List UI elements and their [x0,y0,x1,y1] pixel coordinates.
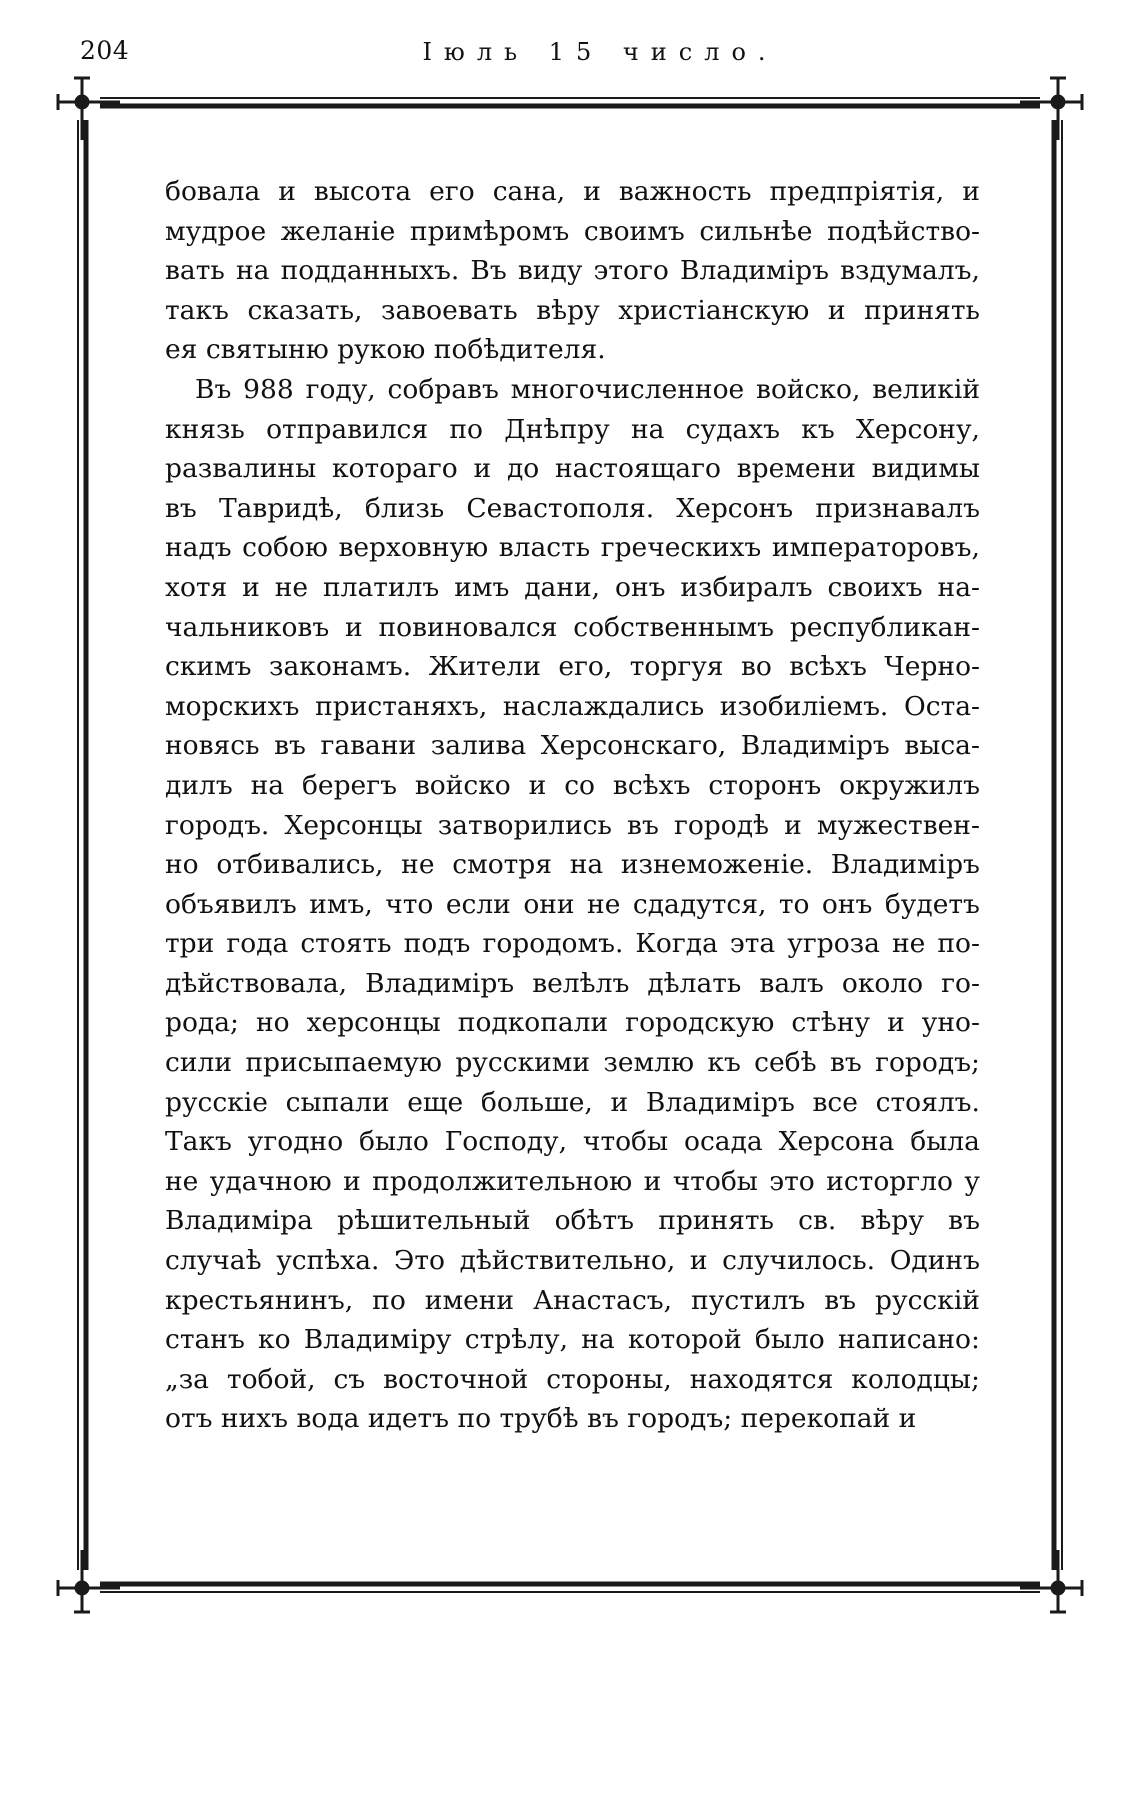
text-line: отъ нихъ вода идетъ по трубѣ въ городъ; перекопай и [165,1403,917,1435]
text-line: Въ 988 году, собравъ многочисленное войско, великій [195,373,980,405]
text-line: Владиміра рѣшительный обѣтъ принять св. вѣру въ [165,1205,980,1237]
text-line: Такъ угодно было Господу, чтобы осада Херсона была [165,1126,980,1158]
text-line: рода; но херсонцы подкопали городскую стѣну и уно- [165,1007,980,1039]
corner-cross-top-right-icon [1020,78,1082,140]
text-line: такъ сказать, завоевать вѣру христіанскую и принять [165,294,980,326]
text-line: дѣйствовала, Владиміръ велѣлъ дѣлать валъ около го- [165,967,980,999]
text-line: „за тобой, съ восточной стороны, находятся колодцы; [165,1363,980,1395]
text-line: надъ собою верховную власть греческихъ императоровъ, [165,532,980,564]
text-line: вать на подданныхъ. Въ виду этого Владиміръ вздумалъ, [165,255,980,287]
text-line: объявилъ имъ, что если они не сдадутся, то онъ будетъ [165,888,980,920]
text-line: бовала и высота его сана, и важность предпріятія, и [165,176,980,207]
text-line: русскіе сыпали еще больше, и Владиміръ все стоялъ. [165,1086,980,1118]
text-line: но отбивались, не смотря на изнеможеніе. Владиміръ [165,849,980,881]
text-line: чальниковъ и повиновался собственнымъ республикан- [165,611,980,643]
corner-cross-top-left-icon [58,78,120,140]
running-title: Іюль 15 число. [422,38,778,66]
corner-cross-bottom-left-icon [58,1550,120,1612]
text-line: крестьянинъ, по имени Анастасъ, пустилъ въ русскій [165,1284,980,1316]
corner-cross-bottom-right-icon [1020,1550,1082,1612]
text-line: хотя и не платилъ имъ дани, онъ избиралъ своихъ на- [165,571,980,603]
text-line: станъ ко Владиміру стрѣлу, на которой было написано: [165,1324,980,1356]
page-number: 204 [80,36,130,65]
text-line: князь отправился по Днѣпру на судахъ къ Херсону, [165,413,980,445]
text-line: сили присыпаемую русскими землю къ себѣ въ городъ; [165,1047,980,1079]
text-line: случаѣ успѣха. Это дѣйствительно, и случилось. Одинъ [165,1245,980,1277]
text-line: не удачною и продолжительною и чтобы это исторгло у [165,1165,980,1197]
text-line: мудрое желаніе примѣромъ своимъ сильнѣе подѣйство- [165,215,980,247]
text-line: дилъ на берегъ войско и со всѣхъ сторонъ окружилъ [165,769,980,801]
text-line: новясь въ гавани залива Херсонскаго, Владиміръ выса- [165,730,980,762]
text-line: въ Тавридѣ, близь Севастополя. Херсонъ признавалъ [165,492,980,524]
body-text [165,172,980,1439]
text-line: скимъ законамъ. Жители его, торгуя во всѣхъ Черно- [165,651,980,683]
text-line: ея святыню рукою побѣдителя. [165,334,606,366]
text-line: три года стоять подъ городомъ. Когда эта угроза не по- [165,928,980,960]
text-line: развалины котораго и до настоящаго времени видимы [165,453,980,485]
text-line: морскихъ пристаняхъ, наслаждались изобиліемъ. Оста- [165,690,980,722]
text-line: городъ. Херсонцы затворились въ городѣ и мужествен- [165,809,980,841]
